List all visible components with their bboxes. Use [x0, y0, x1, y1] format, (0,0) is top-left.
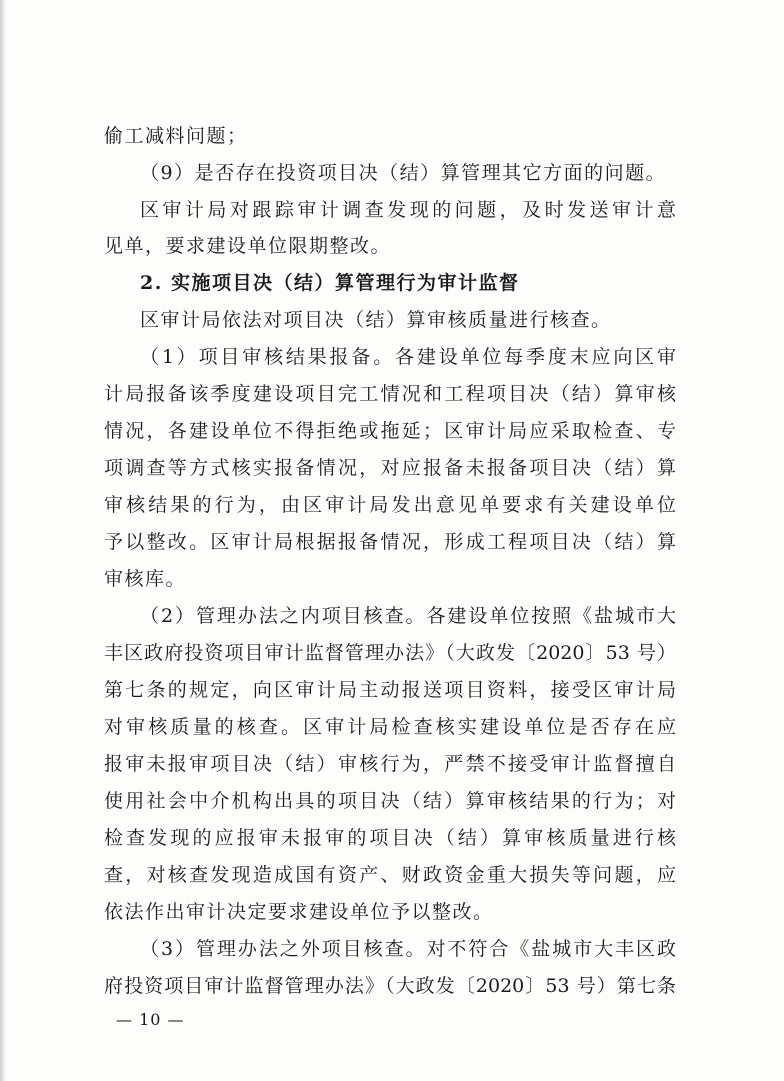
text-line: （3）管理办法之外项目核查。对不符合《盐城市大丰区政 — [140, 938, 676, 960]
text-line: 丰区政府投资项目审计监督管理办法》（大政发〔2020〕53 号） — [104, 642, 676, 664]
text-line: 查，对核查发现造成国有资产、财政资金重大损失等问题，应 — [104, 864, 676, 886]
text-line: 计局报备该季度建设项目完工情况和工程项目决（结）算审核 — [104, 383, 676, 405]
text-line: 检查发现的应报审未报审的项目决（结）算审核质量进行核 — [104, 827, 676, 849]
text-line: 区审计局对跟踪审计调查发现的问题，及时发送审计意 — [140, 199, 676, 221]
text-line: 偷工减料问题； — [104, 125, 248, 147]
text-line: （9）是否存在投资项目决（结）算管理其它方面的问题。 — [140, 162, 667, 184]
text-line: 使用社会中介机构出具的项目决（结）算审核结果的行为；对 — [104, 790, 676, 812]
text-line: 对审核质量的核查。区审计局检查核实建设单位是否存在应 — [104, 716, 676, 738]
text-line: 依法作出审计决定要求建设单位予以整改。 — [104, 901, 494, 923]
text-line: 予以整改。区审计局根据报备情况，形成工程项目决（结）算 — [104, 531, 676, 553]
text-line: 见单，要求建设单位限期整改。 — [104, 235, 392, 257]
text-line: 情况，各建设单位不得拒绝或拖延；区审计局应采取检查、专 — [104, 420, 676, 442]
text-line: 府投资项目审计监督管理办法》（大政发〔2020〕53 号）第七条 — [104, 975, 676, 997]
page-number: — 10 — — [116, 1010, 185, 1029]
section-heading: 2. 实施项目决（结）算管理行为审计监督 — [140, 272, 520, 294]
text-line: 区审计局依法对项目决（结）算审核质量进行核查。 — [140, 309, 612, 331]
text-line: 审核库。 — [104, 568, 187, 590]
text-line: 项调查等方式核实报备情况，对应报备未报备项目决（结）算 — [104, 457, 676, 479]
text-line: （2）管理办法之内项目核查。各建设单位按照《盐城市大 — [140, 605, 676, 627]
text-line: （1）项目审核结果报备。各建设单位每季度末应向区审 — [140, 346, 676, 368]
text-line: 报审未报审项目决（结）审核行为，严禁不接受审计监督擅自 — [104, 753, 676, 775]
text-line: 第七条的规定，向区审计局主动报送项目资料，接受区审计局 — [104, 679, 676, 701]
text-line: 审核结果的行为，由区审计局发出意见单要求有关建设单位 — [104, 494, 676, 516]
